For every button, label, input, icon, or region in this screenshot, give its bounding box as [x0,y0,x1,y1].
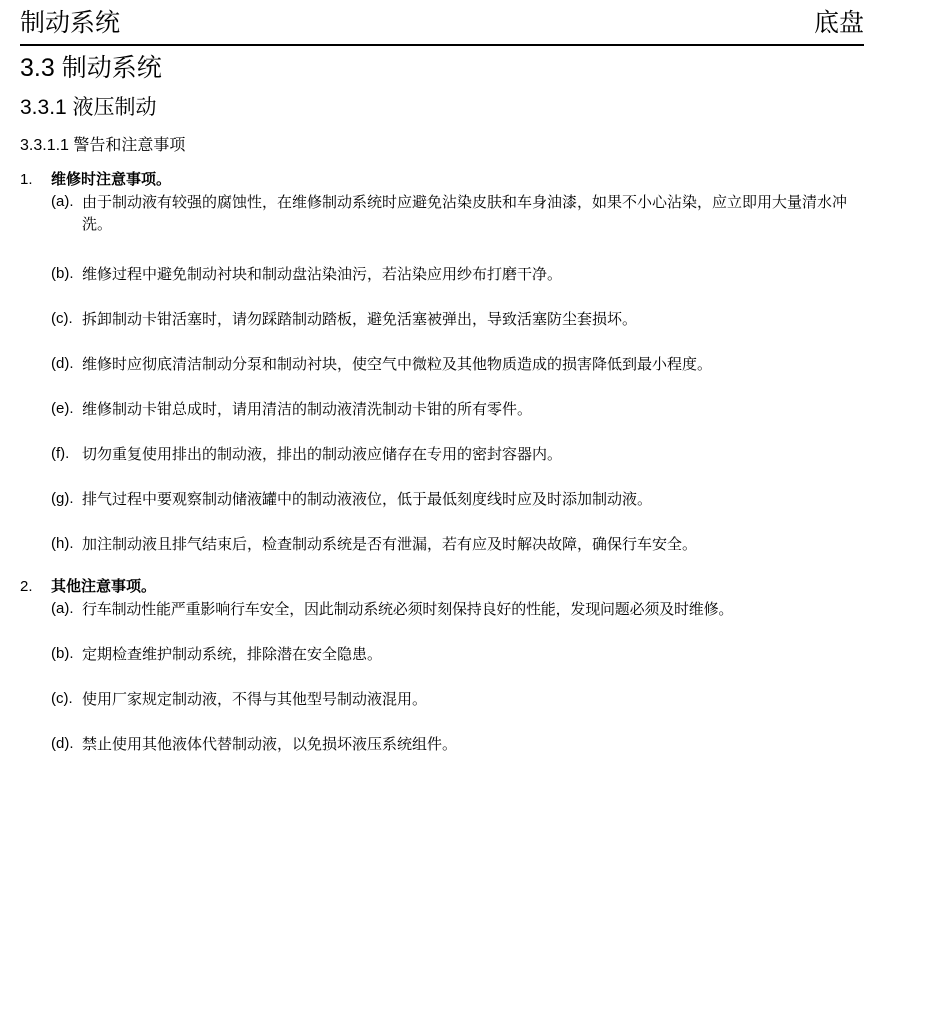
item-text: 排气过程中要观察制动储液罐中的制动液液位，低于最低刻度线时应及时添加制动液。 [82,490,653,508]
list-item [51,191,864,235]
item-marker: (f). [51,445,70,462]
heading-level-1: 3.3 制动系统 [20,54,162,82]
item-marker: (g). [51,490,74,507]
item-marker: (d). [51,735,74,752]
item-text: 加注制动液且排气结束后，检查制动系统是否有泄漏，若有应及时解决故障，确保行车安全。 [82,535,698,553]
header-chapter-title: 制动系统 [20,9,121,37]
item-text: 维修时应彻底清洁制动分泵和制动衬块，使空气中微粒及其他物质造成的损害降低到最小程度。 [82,355,713,373]
section-label: 维修时注意事项。 [51,171,172,188]
document-page [20,0,864,753]
list-item [51,353,864,375]
item-marker: (c). [51,690,73,707]
item-text: 维修过程中避免制动衬块和制动盘沾染油污，若沾染应用纱布打磨干净。 [82,265,563,283]
item-text: 禁止使用其他液体代替制动液，以免损坏液压系统组件。 [82,735,458,753]
section-maintenance-precautions [20,169,864,578]
heading-level-2: 3.3.1 液压制动 [20,96,157,119]
item-marker: (b). [51,265,74,282]
section-number: 2. [20,578,33,595]
heading-level-3: 3.3.1.1 警告和注意事项 [20,137,186,154]
list-item [51,308,864,330]
list-item [51,443,864,465]
item-marker: (b). [51,645,74,662]
list-item [51,263,864,285]
section-title [20,169,864,191]
item-text: 维修制动卡钳总成时，请用清洁的制动液清洗制动卡钳的所有零件。 [82,400,533,418]
item-text: 由于制动液有较强的腐蚀性，在维修制动系统时应避免沾染皮肤和车身油漆，如果不小心沾染，应立即用大量清水冲洗。 [82,193,848,233]
item-marker: (a). [51,600,74,617]
list-item [51,733,864,755]
list-item [51,688,864,710]
item-marker: (e). [51,400,74,417]
section-label: 其他注意事项。 [51,578,157,595]
item-marker: (a). [51,193,74,210]
item-text: 定期检查维护制动系统，排除潜在安全隐患。 [82,645,383,663]
item-text: 拆卸制动卡钳活塞时，请勿踩踏制动踏板，避免活塞被弹出，导致活塞防尘套损坏。 [82,310,638,328]
item-marker: (h). [51,535,74,552]
page-header [20,0,864,46]
section-title [20,576,864,598]
header-section-title: 底盘 [813,9,864,37]
section-number: 1. [20,171,33,188]
item-text: 使用厂家规定制动液，不得与其他型号制动液混用。 [82,690,428,708]
section-other-precautions [20,576,864,778]
list-item [51,533,864,555]
item-text: 切勿重复使用排出的制动液，排出的制动液应储存在专用的密封容器内。 [82,445,563,463]
list-item [51,598,864,620]
item-text: 行车制动性能严重影响行车安全，因此制动系统必须时刻保持良好的性能，发现问题必须及时维修。 [82,600,734,618]
list-item [51,643,864,665]
list-item [51,488,864,510]
list-item [51,398,864,420]
item-marker: (d). [51,355,74,372]
item-marker: (c). [51,310,73,327]
